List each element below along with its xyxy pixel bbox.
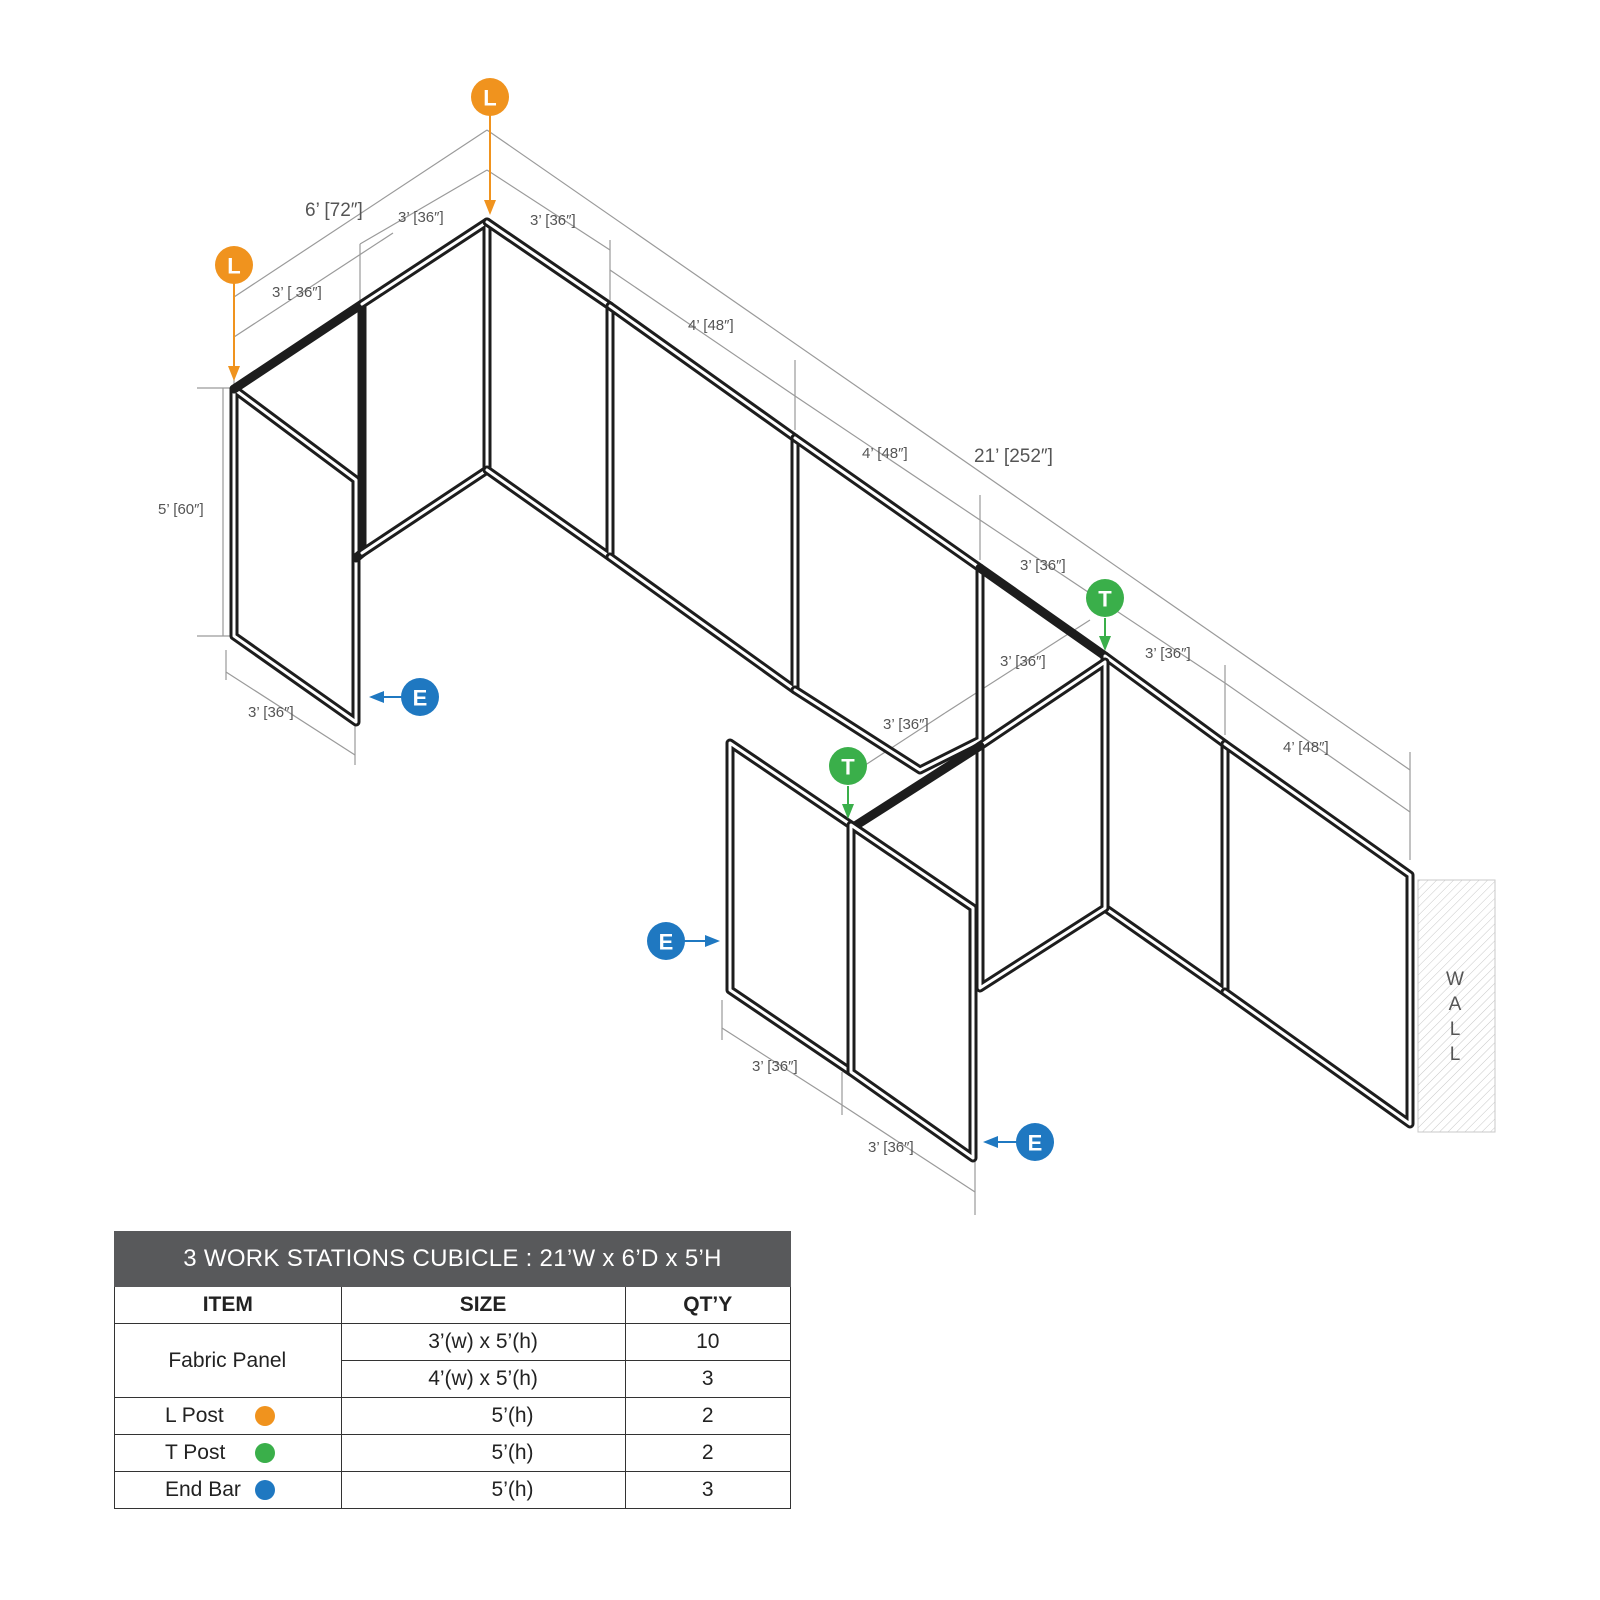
table-row [115,1324,791,1361]
qty-cell: 3 [625,1361,790,1398]
item-fabric-panel: Fabric Panel [115,1324,342,1398]
t-post-callout-front [829,747,867,819]
qty-cell: 3 [625,1472,790,1509]
wall-letter: A [1448,994,1462,1015]
run-4-label: 3’ [36″] [1145,645,1191,662]
run-5-label: 4’ [48″] [1283,739,1329,756]
bottom-right-label: 3’ [36″] [868,1139,914,1156]
top-right-label: 3’ [36″] [530,212,576,229]
item-cell [115,1472,342,1509]
header-item: ITEM [115,1287,342,1324]
bill-of-materials-table [114,1231,791,1509]
t-post-badge: T [1098,586,1112,612]
bottom-left-label: 3’ [36″] [752,1058,798,1075]
run-3-label: 3’ [36″] [1020,557,1066,574]
header-size: SIZE [341,1287,625,1324]
end-bar-callout-bottom [983,1123,1054,1161]
item-cell [115,1398,342,1435]
l-post-dot-icon [255,1406,275,1426]
qty-cell: 10 [625,1324,790,1361]
height-label: 5’ [60″] [158,501,204,518]
l-post-badge: L [483,85,497,111]
item-label-t-post: T Post [165,1441,226,1464]
size-cell: 5’(h) [341,1435,625,1472]
qty-cell: 2 [625,1435,790,1472]
back-wall-panels [487,222,1410,1124]
run-2-label: 4’ [48″] [862,445,908,462]
depth-total-label: 6’ [72″] [305,200,363,221]
wall-letter: L [1449,1019,1461,1040]
end-bar-badge: E [412,685,428,711]
size-cell: 4’(w) x 5’(h) [341,1361,625,1398]
header-qty: QT’Y [625,1287,790,1324]
inner-1-label: 3’ [36″] [1000,653,1046,670]
end-bar-callout-left [369,678,439,716]
wall-letter: L [1449,1044,1461,1065]
depth-segment-label: 3’ [ 36″] [272,284,322,301]
t-post-callout-right [1086,579,1124,651]
table-row [115,1435,791,1472]
t-post-badge: T [841,754,855,780]
l-post-callout-top [471,78,509,215]
wall-letter: W [1446,969,1464,990]
dimension-labels [158,200,1329,1156]
run-1-label: 4’ [48″] [688,317,734,334]
item-label-l-post: L Post [165,1404,224,1427]
end-bar-badge: E [658,929,674,955]
size-cell: 5’(h) [341,1472,625,1509]
left-end-label: 3’ [36″] [248,704,294,721]
table-row [115,1472,791,1509]
qty-cell: 2 [625,1398,790,1435]
top-left-label: 3’ [36″] [398,209,444,226]
end-bar-dot-icon [255,1480,275,1500]
end-bar-callout-front [647,922,720,960]
table-title: 3 WORK STATIONS CUBICLE : 21’W x 6’D x 5’H [115,1232,791,1287]
item-cell [115,1435,342,1472]
l-post-callout-left [215,246,253,381]
inner-2-label: 3’ [36″] [883,716,929,733]
size-cell: 5’(h) [341,1398,625,1435]
end-bar-badge: E [1027,1130,1043,1156]
l-post-badge: L [227,253,241,279]
wall [1418,880,1495,1132]
overall-width-label: 21’ [252″] [974,446,1053,467]
t-post-dot-icon [255,1443,275,1463]
left-end-panel [234,389,356,722]
item-label-end-bar: End Bar [165,1478,241,1501]
size-cell: 3’(w) x 5’(h) [341,1324,625,1361]
table-row [115,1398,791,1435]
